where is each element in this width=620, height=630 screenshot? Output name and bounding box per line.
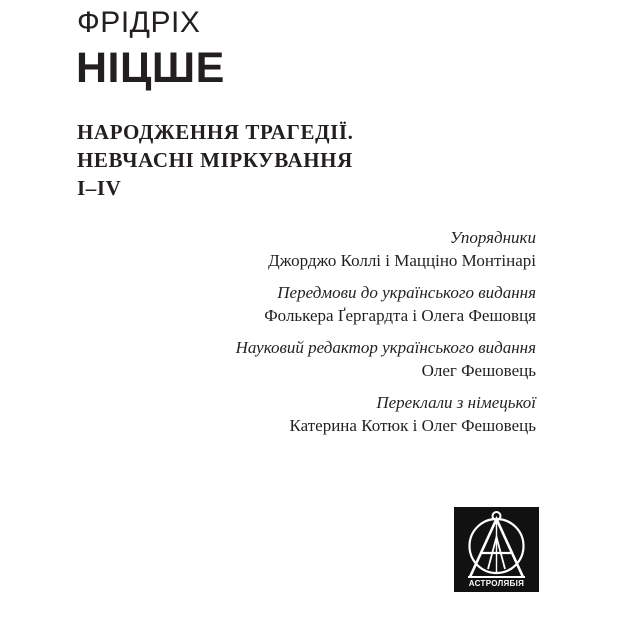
credits xyxy=(116,226,536,446)
author-first-name: ФРІДРІХ xyxy=(77,6,201,39)
publisher-name: АСТРОЛЯБІЯ xyxy=(468,579,525,588)
credit-translators xyxy=(116,391,536,438)
credit-editors xyxy=(116,226,536,273)
credit-names: Катерина Котюк і Олег Фешовець xyxy=(289,416,536,435)
credit-names: Джорджо Коллі і Мацціно Монтінарі xyxy=(268,251,536,270)
author-last-name: НІЦШЕ xyxy=(76,44,225,92)
publisher-logo xyxy=(454,507,539,592)
book-title xyxy=(77,118,354,202)
credit-scientific-editor xyxy=(116,336,536,383)
credit-role: Науковий редактор українського видання xyxy=(235,338,536,357)
credit-role: Передмови до українського видання xyxy=(277,283,536,302)
book-title-line-1: НАРОДЖЕННЯ ТРАГЕДІЇ. xyxy=(77,120,354,144)
credit-prefaces xyxy=(116,281,536,328)
credit-names: Олег Фешовець xyxy=(421,361,536,380)
book-volumes: I–IV xyxy=(77,176,122,200)
credit-role: Упорядники xyxy=(449,228,536,247)
credit-names: Фолькера Ґергардта і Олега Фешовця xyxy=(264,306,536,325)
book-title-line-2: НЕВЧАСНІ МІРКУВАННЯ xyxy=(77,148,353,172)
credit-role: Переклали з німецької xyxy=(376,393,536,412)
